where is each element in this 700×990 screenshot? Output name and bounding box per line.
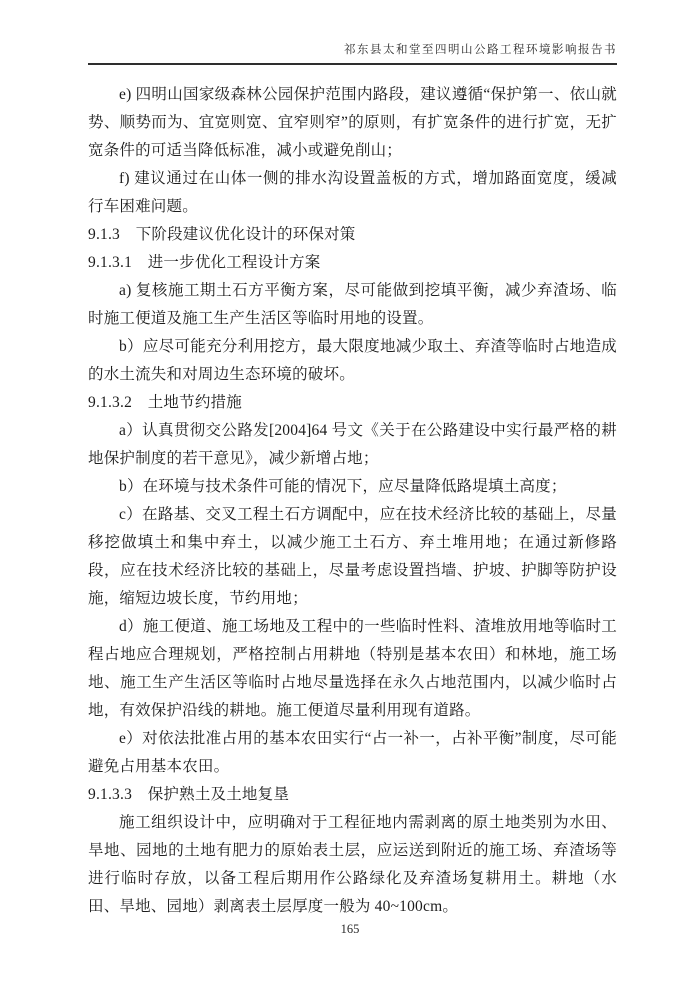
paragraph-b-embankment-height: b）在环境与技术条件可能的情况下，应尽量降低路堤填土高度； <box>119 478 567 495</box>
paragraph-e-forest-park: e) 四明山国家级森林公园保护范围内路段，建议遵循“保护第一、依山就势、顺势而为、宜宽则宽、宜窄则窄”的原则，有扩宽条件的进行扩宽，无扩宽条件的可适当降低标准，减小或避免削山； <box>88 86 617 159</box>
document-body <box>88 81 617 921</box>
section-heading-9-1-3-1: 9.1.3.1 进一步优化工程设计方案 <box>88 254 321 271</box>
page-header <box>88 42 617 65</box>
paragraph-a-earthwork-balance: a) 复核施工期土石方平衡方案，尽可能做到挖填平衡，减少弃渣场、临时施工便道及施工生产生活区等临时用地的设置。 <box>88 282 617 327</box>
section-heading-9-1-3-2: 9.1.3.2 土地节约措施 <box>88 394 242 411</box>
paragraph-c-earthwork-allocation: c）在路基、交叉工程土石方调配中，应在技术经济比较的基础上，尽量移挖做填土和集中弃土，以减少施工土石方、弃土堆用地；在通过新修路段，应在技术经济比较的基础上，尽量考虑设置挡墙、护坡、护脚等防护设施，缩短边坡长度，节约用地； <box>88 506 617 607</box>
paragraph-a-farmland-policy: a）认真贯彻交公路发[2004]64 号文《关于在公路建设中实行最严格的耕地保护制度的若干意见》，减少新增占地； <box>88 422 617 467</box>
page-footer <box>0 922 700 937</box>
section-heading-9-1-3: 9.1.3 下阶段建议优化设计的环保对策 <box>88 226 356 243</box>
page-number: 165 <box>340 922 360 936</box>
paragraph-topsoil-stripping: 施工组织设计中，应明确对于工程征地内需剥离的原土地类别为水田、旱地、园地的土地有肥力的原始表土层，应运送到附近的施工场、弃渣场等进行临时存放，以备工程后期用作公路绿化及弃渣场复耕用土。耕地（水田、旱地、园地）剥离表土层厚度一般为 40~100cm。 <box>88 814 617 915</box>
paragraph-b-excavation-use: b）应尽可能充分利用挖方，最大限度地减少取土、弃渣等临时占地造成的水土流失和对周边生态环境的破坏。 <box>88 338 617 383</box>
header-divider <box>88 63 617 65</box>
running-header-title: 祁东县太和堂至四明山公路工程环境影响报告书 <box>344 44 617 56</box>
paragraph-e-basic-farmland: e）对依法批准占用的基本农田实行“占一补一，占补平衡”制度，尽可能避免占用基本农田。 <box>88 730 617 775</box>
paragraph-d-temporary-land: d）施工便道、施工场地及工程中的一些临时性料、渣堆放用地等临时工程占地应合理规划，严格控制占用耕地（特别是基本农田）和林地，施工场地、施工生产生活区等临时占地尽量选择在永久占地范围内，以减少临时占地，有效保护沿线的耕地。施工便道尽量利用现有道路。 <box>88 618 617 719</box>
section-heading-9-1-3-3: 9.1.3.3 保护熟土及土地复垦 <box>88 786 290 803</box>
paragraph-f-drainage-cover: f) 建议通过在山体一侧的排水沟设置盖板的方式，增加路面宽度，缓减行车困难问题。 <box>88 170 617 215</box>
